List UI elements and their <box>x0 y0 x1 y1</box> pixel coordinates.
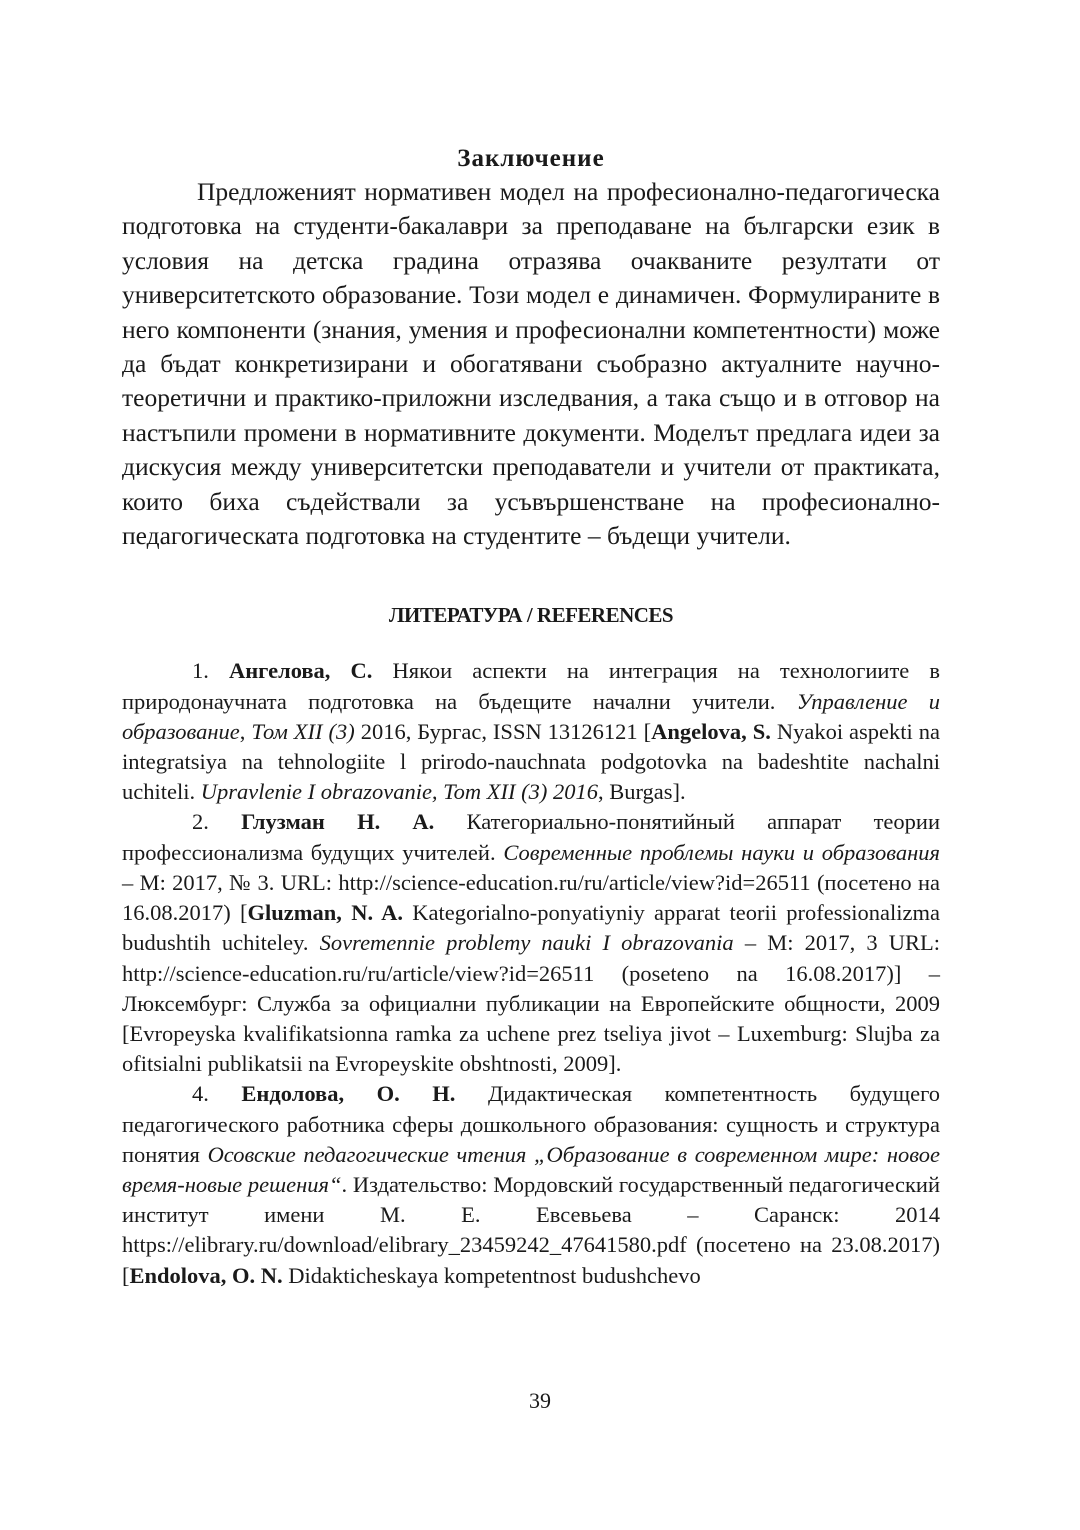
reference-text: Kategorialno-ponyatiyniy apparat teorii professionalizma budushtih uchiteley. <box>122 900 940 956</box>
reference-text: . Издательство: Мордовский государственный педагогический институт имени М. Е. Евсевьева – Саранск: 2014 https://elibrary.ru/download/elibrary_23459242_47641580.pdf (посетено на 23.08.2017) [ <box>122 1171 940 1288</box>
reference-journal: Управление и образование <box>122 688 941 744</box>
reference-text: Категориально-понятийный аппарат теории профессионализма будущих учителей. <box>122 809 940 865</box>
references-list <box>122 656 940 1290</box>
reference-text: Nyakoi aspekti na integratsiya na tehnologiite l prirodo-nauchnata podgotovka na badeshtite nachalni uchiteli. <box>122 718 940 805</box>
page-number: 39 <box>529 1388 551 1413</box>
reference-conference: Осовские педагогические чтения „Образование в современном мире: новое время-новые решения“ <box>122 1141 940 1197</box>
reference-number: 1. <box>192 658 209 684</box>
reference-item-2 <box>122 807 940 1079</box>
reference-number: 4. <box>192 1081 209 1107</box>
conclusion-heading: Заключение <box>457 145 605 172</box>
references-heading: ЛИТЕРАТУРА / REFERENCES <box>388 603 674 628</box>
reference-author: Ангелова, С. <box>228 658 373 684</box>
reference-author-translit: Endolova, O. N. <box>129 1262 283 1288</box>
reference-text: , Burgas]. <box>597 779 686 805</box>
reference-item-1 <box>122 656 940 807</box>
reference-text: – M: 2017, 3 URL: http://science-education.ru/ru/article/view?id=26511 (poseteno na 16.08.2017)] – Люксембург: Служба за официални публикации на Европейските общности, 2009 [Evropeyska kvalifikatsionna ramka za uchene prez tseliya jivot – Luxemburg: Slujba za ofitsialni publikatsii na Evropeyskite obshtnosti, 2009]. <box>122 930 940 1077</box>
reference-number: 2. <box>192 809 209 835</box>
reference-journal-translit: Upravlenie I obrazovanie, Tom XII (3) 2016 <box>200 779 598 805</box>
reference-journal: Современные проблемы науки и образования <box>503 839 940 865</box>
reference-text: Didakticheskaya kompetentnost budushchevo <box>282 1262 701 1288</box>
reference-author-translit: Angelova, S. <box>651 718 771 744</box>
reference-text: , <box>239 718 252 744</box>
reference-text: Дидактическая компетентность будущего педагогического работника сферы дошкольного образования: сущность и структура понятия <box>122 1081 940 1167</box>
conclusion-paragraph: Предложеният нормативен модел на професионално-педагогическа подготовка на студенти-бакалаври за преподаване на български език в условия на детска градина отразява очакваните резултати от университетското образование. Този модел е динамичен. Формулираните в него компоненти (знания, умения и професионални компетентности) може да бъдат конкретизирани и обогатявани съобразно актуалните научно-теоретични и практико-приложни изследвания, а така също и в отговор на настъпили промени в нормативните документи. Моделът предлага идеи за дискусия между университетски преподаватели и учители от практиката, които биха съдействали за усъвършенстване на професионално-педагогическата подготовка на студентите – бъдещи учители. <box>122 177 940 551</box>
reference-text: 2016, Бургас, ISSN 13126121 [ <box>354 718 652 744</box>
reference-text: – М: 2017, № 3. URL: http://science-education.ru/ru/article/view?id=26511 (посетено на 16.08.2017) [ <box>122 869 940 926</box>
reference-text: Някои аспекти на интеграция на технологиите в природонаучната подготовка на бъдещите начални учители. <box>122 658 941 714</box>
reference-item-4 <box>122 1079 940 1290</box>
reference-author-translit: Gluzman, N. A. <box>247 900 404 926</box>
page-content <box>122 143 940 1291</box>
reference-journal-translit: Sovremennie problemy nauki I obrazovania <box>319 930 734 956</box>
reference-author: Ендолова, О. Н. <box>241 1081 456 1107</box>
reference-volume: Том XII (3) <box>251 718 355 744</box>
reference-author: Глузман Н. А. <box>241 809 435 835</box>
